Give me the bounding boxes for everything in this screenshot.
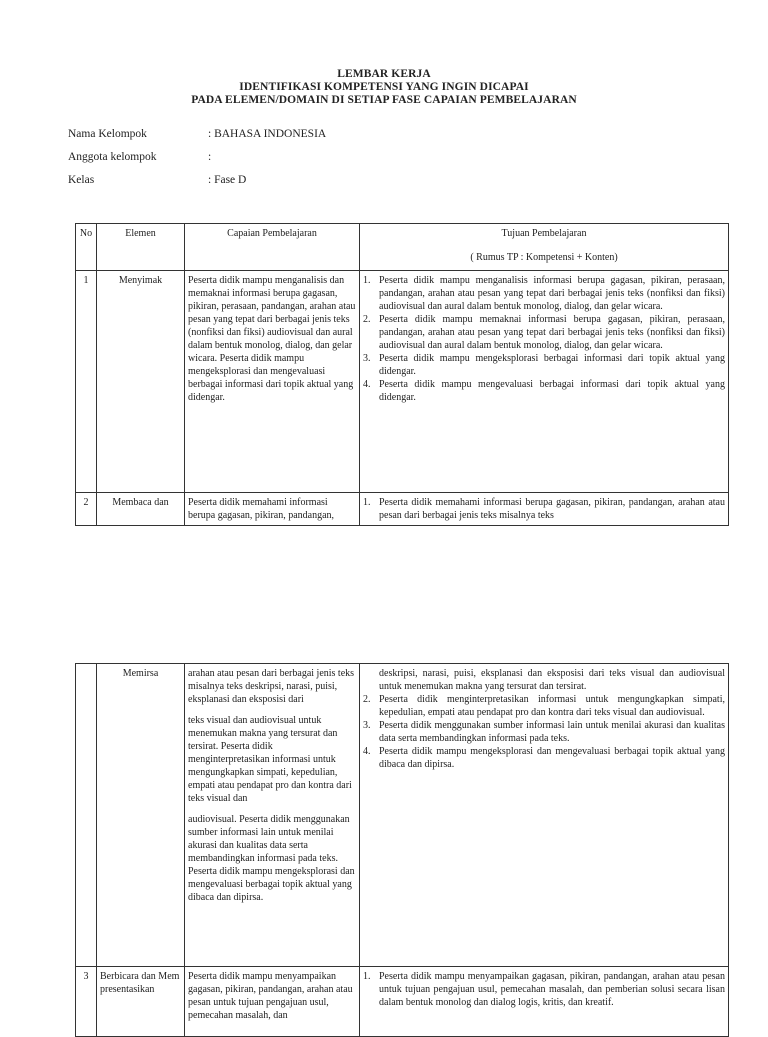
row-number: 2 [76,493,97,526]
row-tujuan [360,664,729,967]
header-tujuan-label: Tujuan Pembelajaran [501,228,587,239]
table-row [76,493,729,526]
list-item: 1. Peserta didik memahami informasi berupa gagasan, pikiran, pandangan, arahan atau pesan dari berbagai jenis teks misalnya teks [363,497,725,521]
list-item: 4. Peserta didik mampu mengeksplorasi dan mengevaluasi berbagai topik aktual yang dibaca dan dipirsa. [363,746,725,770]
row-capaian: Peserta didik mampu menganalisis dan memaknai informasi berupa gagasan, pikiran, perasaan, pandangan, arahan atau pesan yang tepat dari berbagai jenis teks (nonfiksi dan fiksi) audiovisual dan aural dalam bentuk monolog, dialog, dan gelar wicara. Peserta didik mampu mengeksplorasi dan mengevaluasi berbagai informasi dari topik aktual yang didengar. [185,271,360,493]
info-label: Kelas [68,174,95,186]
row-capaian [185,664,360,967]
list-item: 1. Peserta didik mampu menyampaikan gagasan, pikiran, pandangan, arahan atau pesan untuk tujuan pengajuan usul, pemecahan masalah, dan pemberian solusi secara lisan dalam bentuk monolog dan dialog logis, kritis, dan kreatif. [363,971,725,1008]
list-item: 2. Peserta didik menginterpretasikan informasi untuk mengungkapkan simpati, kepedulian, empati atau pendapat pro dan kontra dari teks visual dan audiovisual. [363,694,725,718]
row-capaian: Peserta didik memahami informasi berupa gagasan, pikiran, pandangan, [185,493,360,526]
row-number: 1 [76,271,97,493]
table-row [76,664,729,967]
list-item: 2. Peserta didik mampu memaknai informasi berupa gagasan, pikiran, perasaan, pandangan, arahan atau pesan yang tepat dari berbagai jenis teks (nonfiksi dan fiksi) audiovisual dan aural dalam bentuk monolog, dialog, dan gelar wicara. [363,314,725,351]
row-elemen: Membaca dan [97,493,185,526]
tujuan-list [363,496,725,522]
list-item: 3. Peserta didik menggunakan sumber informasi lain untuk menilai akurasi dan kualitas data serta membandingkan informasi pada teks. [363,720,725,744]
title-line-1: LEMBAR KERJA [337,68,431,80]
row-number [76,664,97,967]
tujuan-list [363,970,725,1009]
row-number: 3 [76,967,97,1037]
table-header-row [76,224,729,271]
header-capaian: Capaian Pembelajaran [185,224,360,271]
capaian-paragraph: audiovisual. Peserta didik menggunakan sumber informasi lain untuk menilai akurasi dan kualitas data serta membandingkan informasi pada teks. Peserta didik mampu mengeksplorasi dan mengevaluasi berbagai topik aktual yang dibaca dan dipirsa. [188,814,355,903]
row-tujuan [360,271,729,493]
header-tujuan-formula: ( Rumus TP : Kompetensi + Konten) [470,252,618,263]
competency-table-page2 [75,663,729,1037]
header-no: No [76,224,97,271]
info-value: : [208,151,212,163]
capaian-paragraph: teks visual dan audiovisual untuk menemukan makna yang tersurat dan tersirat. Peserta didik menginterpretasikan informasi untuk mengungkapkan simpati, kepedulian, empati atau pendapat pro dan kontra dari teks visual dan [188,715,352,804]
tujuan-list [363,274,725,404]
row-elemen: Berbicara dan Mempresentasikan [97,967,185,1037]
table-row [76,271,729,493]
row-tujuan [360,967,729,1037]
list-item: 3. Peserta didik mampu mengeksplorasi berbagai informasi dari topik aktual yang didengar. [363,353,725,377]
list-item: 4. Peserta didik mampu mengevaluasi berbagai informasi dari topik aktual yang didengar. [363,379,725,403]
tujuan-continued-text: deskripsi, narasi, puisi, eksplanasi dan eksposisi dari teks visual dan audiovisual untuk menemukan makna yang tersurat dan tersirat. [379,668,725,692]
info-label: Anggota kelompok [68,151,157,163]
info-label: Nama Kelompok [68,128,147,140]
tujuan-list [363,693,725,771]
row-tujuan [360,493,729,526]
info-value: : BAHASA INDONESIA [208,128,327,140]
capaian-paragraph: arahan atau pesan dari berbagai jenis teks misalnya teks deskripsi, narasi, puisi, eksplanasi dan eksposisi dari [188,668,355,705]
title-line-3: PADA ELEMEN/DOMAIN DI SETIAP FASE CAPAIAN PEMBELAJARAN [191,94,577,106]
competency-table-page1 [75,223,729,526]
info-value: : Fase D [208,174,247,186]
header-elemen: Elemen [97,224,185,271]
list-item: 1. Peserta didik mampu menganalisis informasi berupa gagasan, pikiran, perasaan, pandangan, arahan atau pesan yang tepat dari berbagai jenis teks (nonfiksi dan fiksi) audiovisual dan aural dalam bentuk monolog, dialog, dan gelar wicara. [363,275,725,312]
row-elemen: Memirsa [97,664,185,967]
document-title [0,68,768,107]
header-tujuan [360,224,729,271]
title-line-2: IDENTIFIKASI KOMPETENSI YANG INGIN DICAPAI [239,81,529,93]
row-elemen: Menyimak [97,271,185,493]
table-row [76,967,729,1037]
row-capaian: Peserta didik mampu menyampaikan gagasan, pikiran, pandangan, arahan atau pesan untuk tujuan pengajuan usul, pemecahan masalah, dan [185,967,360,1037]
